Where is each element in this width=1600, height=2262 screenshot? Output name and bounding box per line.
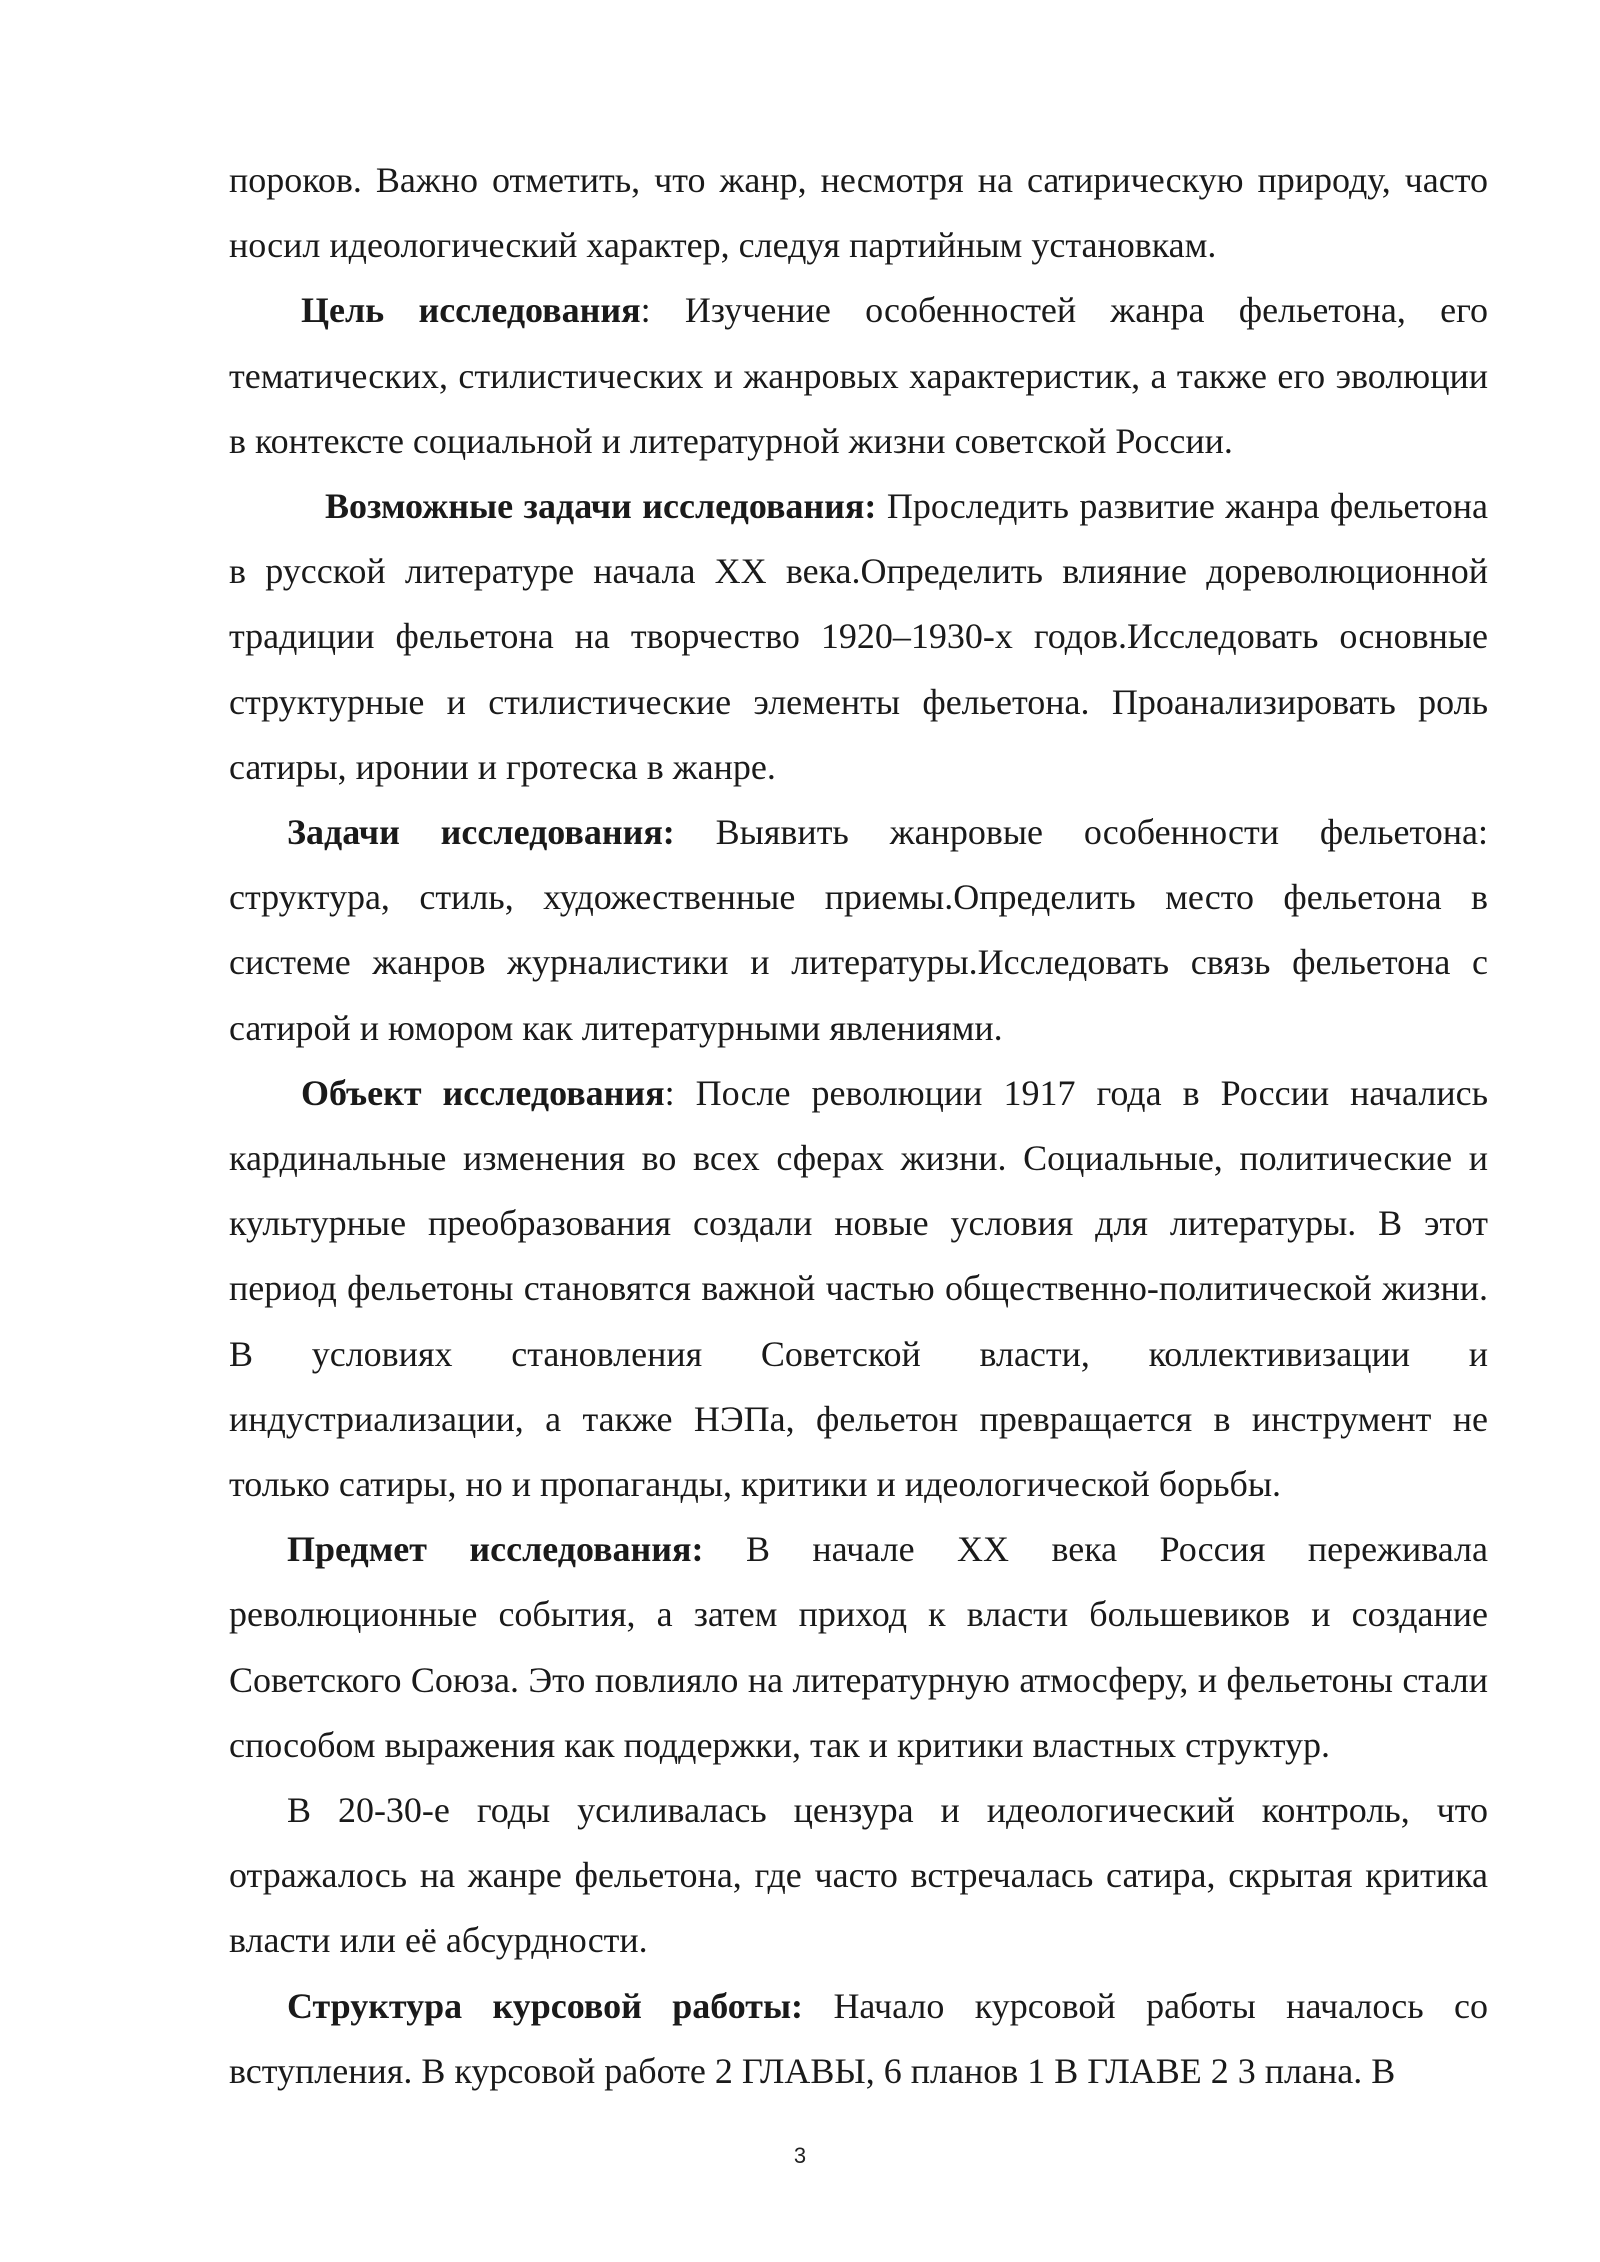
paragraph-heading: Возможные задачи исследования: (325, 486, 877, 527)
page-number: 3 (793, 2143, 807, 2168)
heading-separator: : (640, 290, 685, 331)
paragraph-continuation (229, 148, 1488, 278)
paragraph-text: В начале XX века Россия переживала революционные события, а затем приход к власти большевиков и создание Советского Союза. Это повлияло на литературную атмосферу, и фельетоны стали способом выражения как поддержки, так и критики властных структур. (229, 1529, 1488, 1765)
paragraph-text: Начало курсовой работы началось со вступления. В курсовой работе 2 ГЛАВЫ, 6 планов 1 В ГЛАВЕ 2 3 плана. В (229, 1985, 1489, 2091)
heading-separator: : (664, 1072, 696, 1113)
paragraph-heading: Предмет исследования: (287, 1529, 704, 1570)
paragraph-research-object (229, 1061, 1488, 1517)
paragraph-text: Выявить жанровые особенности фельетона: структура, стиль, художественные приемы.Определить место фельетона в системе жанров журналистики и литературы.Исследовать связь фельетона с сатирой и юмором как литературными явлениями. (229, 812, 1489, 1048)
heading-separator (675, 812, 716, 852)
paragraph-censorship (229, 1778, 1488, 1974)
paragraph-text: Изучение особенностей жанра фельетона, его тематических, стилистических и жанровых характеристик, а также его эволюции в контексте социальной и литературной жизни советской России. (229, 290, 1488, 461)
paragraph-heading: Задачи исследования: (287, 812, 675, 853)
heading-separator (703, 1529, 745, 1569)
paragraph-heading: Структура курсовой работы: (287, 1985, 804, 2026)
paragraph-text: Проследить развитие жанра фельетона в русской литературе начала XX века.Определить влияние дореволюционной традиции фельетона на творчество 1920–1930-х годов.Исследовать основные структурные и стилистические элементы фельетона. Проанализировать роль сатиры, иронии и гротеска в жанре. (229, 486, 1489, 787)
paragraph-structure (229, 1974, 1488, 2104)
paragraph-heading: Цель исследования (301, 290, 641, 331)
paragraph-research-goal (229, 278, 1488, 474)
paragraph-text: После революции 1917 года в России начались кардинальные изменения во всех сферах жизни. Социальные, политические и культурные преобразования создали новые условия для литературы. В этот период фельетоны становятся важной частью общественно-политической жизни. В условиях становления Советской власти, коллективизации и индустриализации, а также НЭПа, фельетон превращается в инструмент не только сатиры, но и пропаганды, критики и идеологической борьбы. (229, 1072, 1488, 1505)
paragraph-research-subject (229, 1517, 1488, 1778)
paragraph-text: пороков. Важно отметить, что жанр, несмотря на сатирическую природу, часто носил идеологический характер, следуя партийным установкам. (229, 160, 1488, 266)
body-text (229, 148, 1488, 2104)
heading-separator (876, 486, 886, 526)
paragraph-possible-tasks (229, 474, 1488, 800)
paragraph-heading: Объект исследования (301, 1072, 665, 1113)
paragraph-text: В 20-30-е годы усиливалась цензура и идеологический контроль, что отражалось на жанре фельетона, где часто встречалась сатира, скрытая критика власти или её абсурдности. (229, 1790, 1488, 1961)
paragraph-research-tasks (229, 800, 1488, 1061)
heading-separator (803, 1986, 833, 2026)
